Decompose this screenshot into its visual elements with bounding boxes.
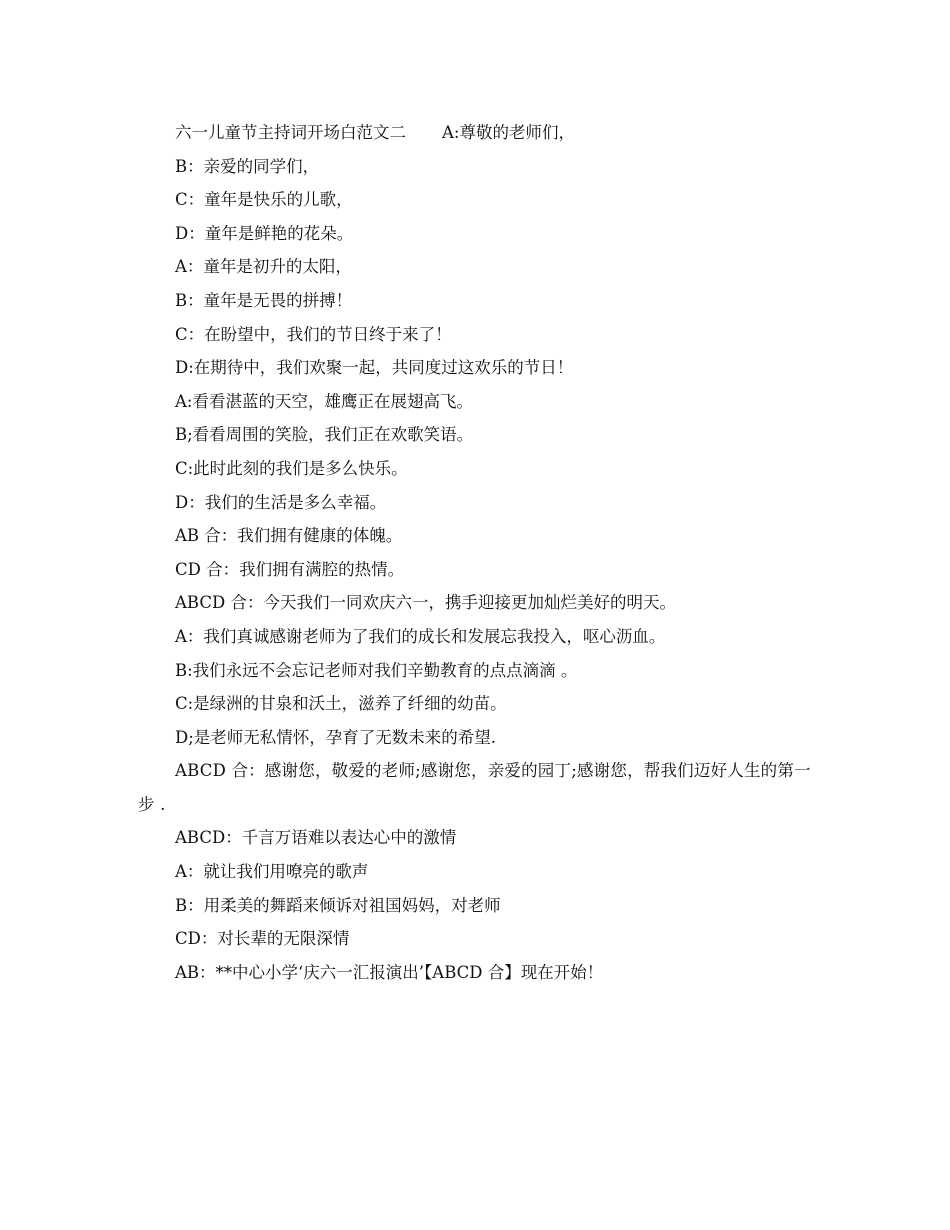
script-line: D:在期待中，我们欢聚一起，共同度过这欢乐的节日！ [175, 358, 574, 378]
script-line: D：我们的生活是多么幸福。 [175, 492, 387, 512]
script-line: A：我们真诚感谢老师为了我们的成长和发展忘我投入，呕心沥血。 [175, 626, 666, 646]
script-line: B：童年是无畏的拼搏！ [175, 290, 353, 310]
script-line: B;看看周围的笑脸，我们正在欢歌笑语。 [175, 425, 474, 445]
script-line: AB 合：我们拥有健康的体魄。 [175, 526, 403, 546]
closing-line: B：用柔美的舞蹈来倾诉对祖国妈妈，对老师 [175, 895, 501, 915]
script-line: ABCD 合：今天我们一同欢庆六一，携手迎接更加灿烂美好的明天。 [175, 593, 676, 613]
script-line: D：童年是鲜艳的花朵。 [175, 223, 354, 243]
script-line: C:是绿洲的甘泉和沃土，滋养了纤细的幼苗。 [175, 694, 507, 714]
wrapped-paragraph: ABCD 合：感谢您，敬爱的老师;感谢您，亲爱的园丁;感谢您，帮我们迈好人生的第一步 . [138, 761, 811, 814]
script-line: D;是老师无私情怀，孕育了无数未来的希望. [175, 727, 497, 747]
closing-line: CD：对长辈的无限深情 [175, 929, 350, 949]
closing-line: A：就让我们用嘹亮的歌声 [175, 862, 369, 882]
script-line: C：在盼望中，我们的节日终于来了！ [175, 324, 452, 344]
script-line: C：童年是快乐的儿歌， [175, 190, 353, 210]
closing-line: ABCD：千言万语难以表达心中的激情 [175, 828, 457, 848]
title-line [138, 116, 818, 150]
closing-line: AB：**中心小学‘庆六一汇报演出’【ABCD 合】现在开始！ [175, 962, 604, 982]
script-line: B:我们永远不会忘记老师对我们辛勤教育的点点滴滴 。 [175, 660, 578, 680]
script-line: A:看看湛蓝的天空，雄鹰正在展翅高飞。 [175, 391, 473, 411]
first-speech: A:尊敬的老师们， [442, 123, 575, 142]
script-line: B：亲爱的同学们， [175, 156, 320, 176]
script-line: CD 合：我们拥有满腔的热情。 [175, 559, 405, 579]
script-line: C:此时此刻的我们是多么快乐。 [175, 458, 408, 478]
document-title: 六一儿童节主持词开场白范文二 [175, 123, 406, 142]
script-line: A：童年是初升的太阳， [175, 257, 352, 277]
document-body [138, 116, 818, 989]
